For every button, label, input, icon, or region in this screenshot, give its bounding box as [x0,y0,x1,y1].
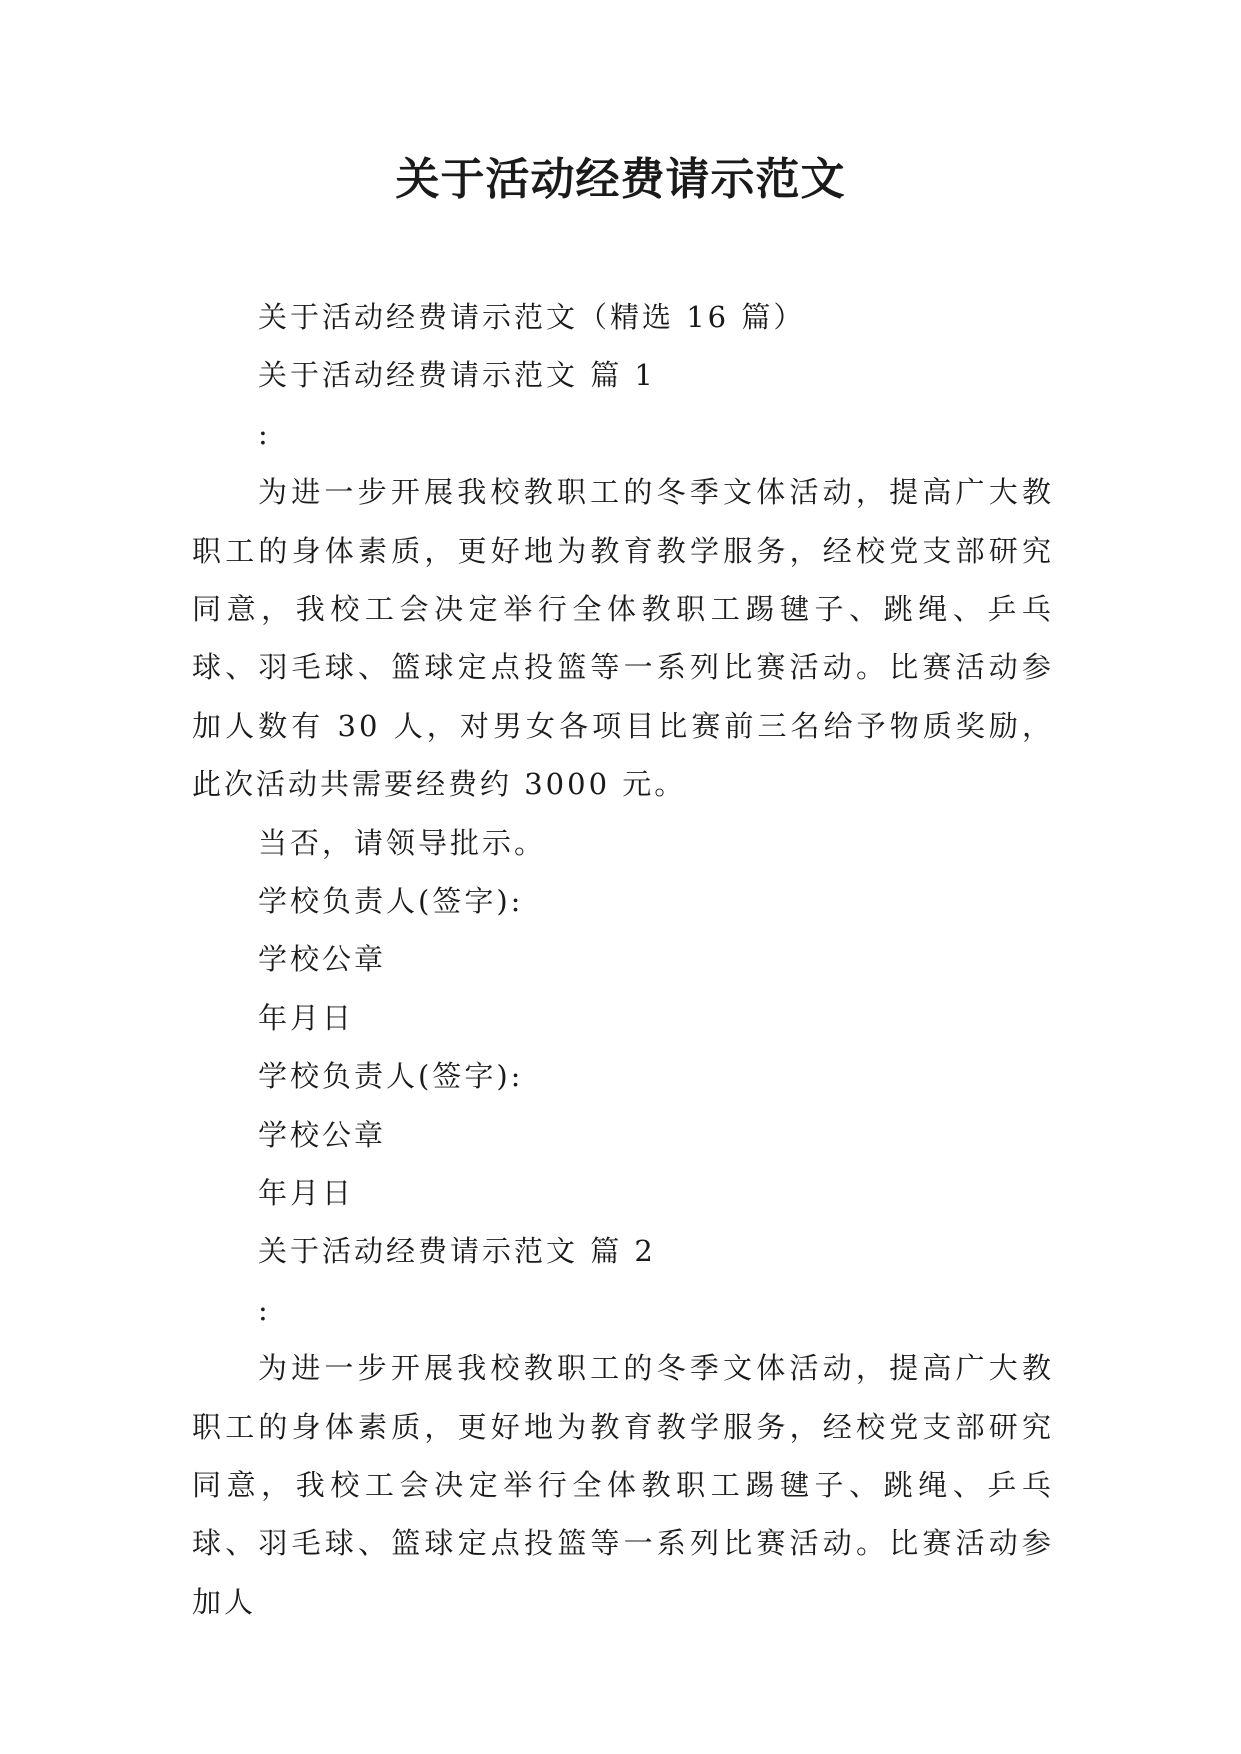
document-subtitle: 关于活动经费请示范文（精选 16 篇） [258,300,806,334]
document-body [192,288,1054,1631]
date-line: 年月日 [258,1175,355,1210]
date-line: 年月日 [258,1000,355,1035]
section-colon-2: : [258,1292,271,1327]
section-paragraph-2: 为进一步开展我校教职工的冬季文体活动，提高广大教职工的身体素质，更好地为教育教学服务，经校党支部研究同意，我校工会决定举行全体教职工踢毽子、跳绳、乒乓球、羽毛球、篮球定点投篮等一系列比赛活动。比赛活动参加人 [192,1351,1054,1619]
section-paragraph-1: 为进一步开展我校教职工的冬季文体活动，提高广大教职工的身体素质，更好地为教育教学服务，经校党支部研究同意，我校工会决定举行全体教职工踢毽子、跳绳、乒乓球、羽毛球、篮球定点投篮等一系列比赛活动。比赛活动参加人数有 30 人，对男女各项目比赛前三名给予物质奖励，此次活动共需要经费约 3000 元。 [192,475,1054,802]
signature-line: 学校负责人(签字): [258,884,524,918]
section-heading-1: 关于活动经费请示范文 篇 1 [258,358,656,393]
section-heading-2: 关于活动经费请示范文 篇 2 [258,1234,656,1269]
seal-line: 学校公章 [258,1117,387,1152]
signature-line: 学校负责人(签字): [258,1059,524,1094]
seal-line: 学校公章 [258,942,387,977]
document-title: 关于活动经费请示范文 [395,154,846,205]
request-line: 当否，请领导批示。 [258,825,547,860]
section-colon-1: : [258,416,271,451]
